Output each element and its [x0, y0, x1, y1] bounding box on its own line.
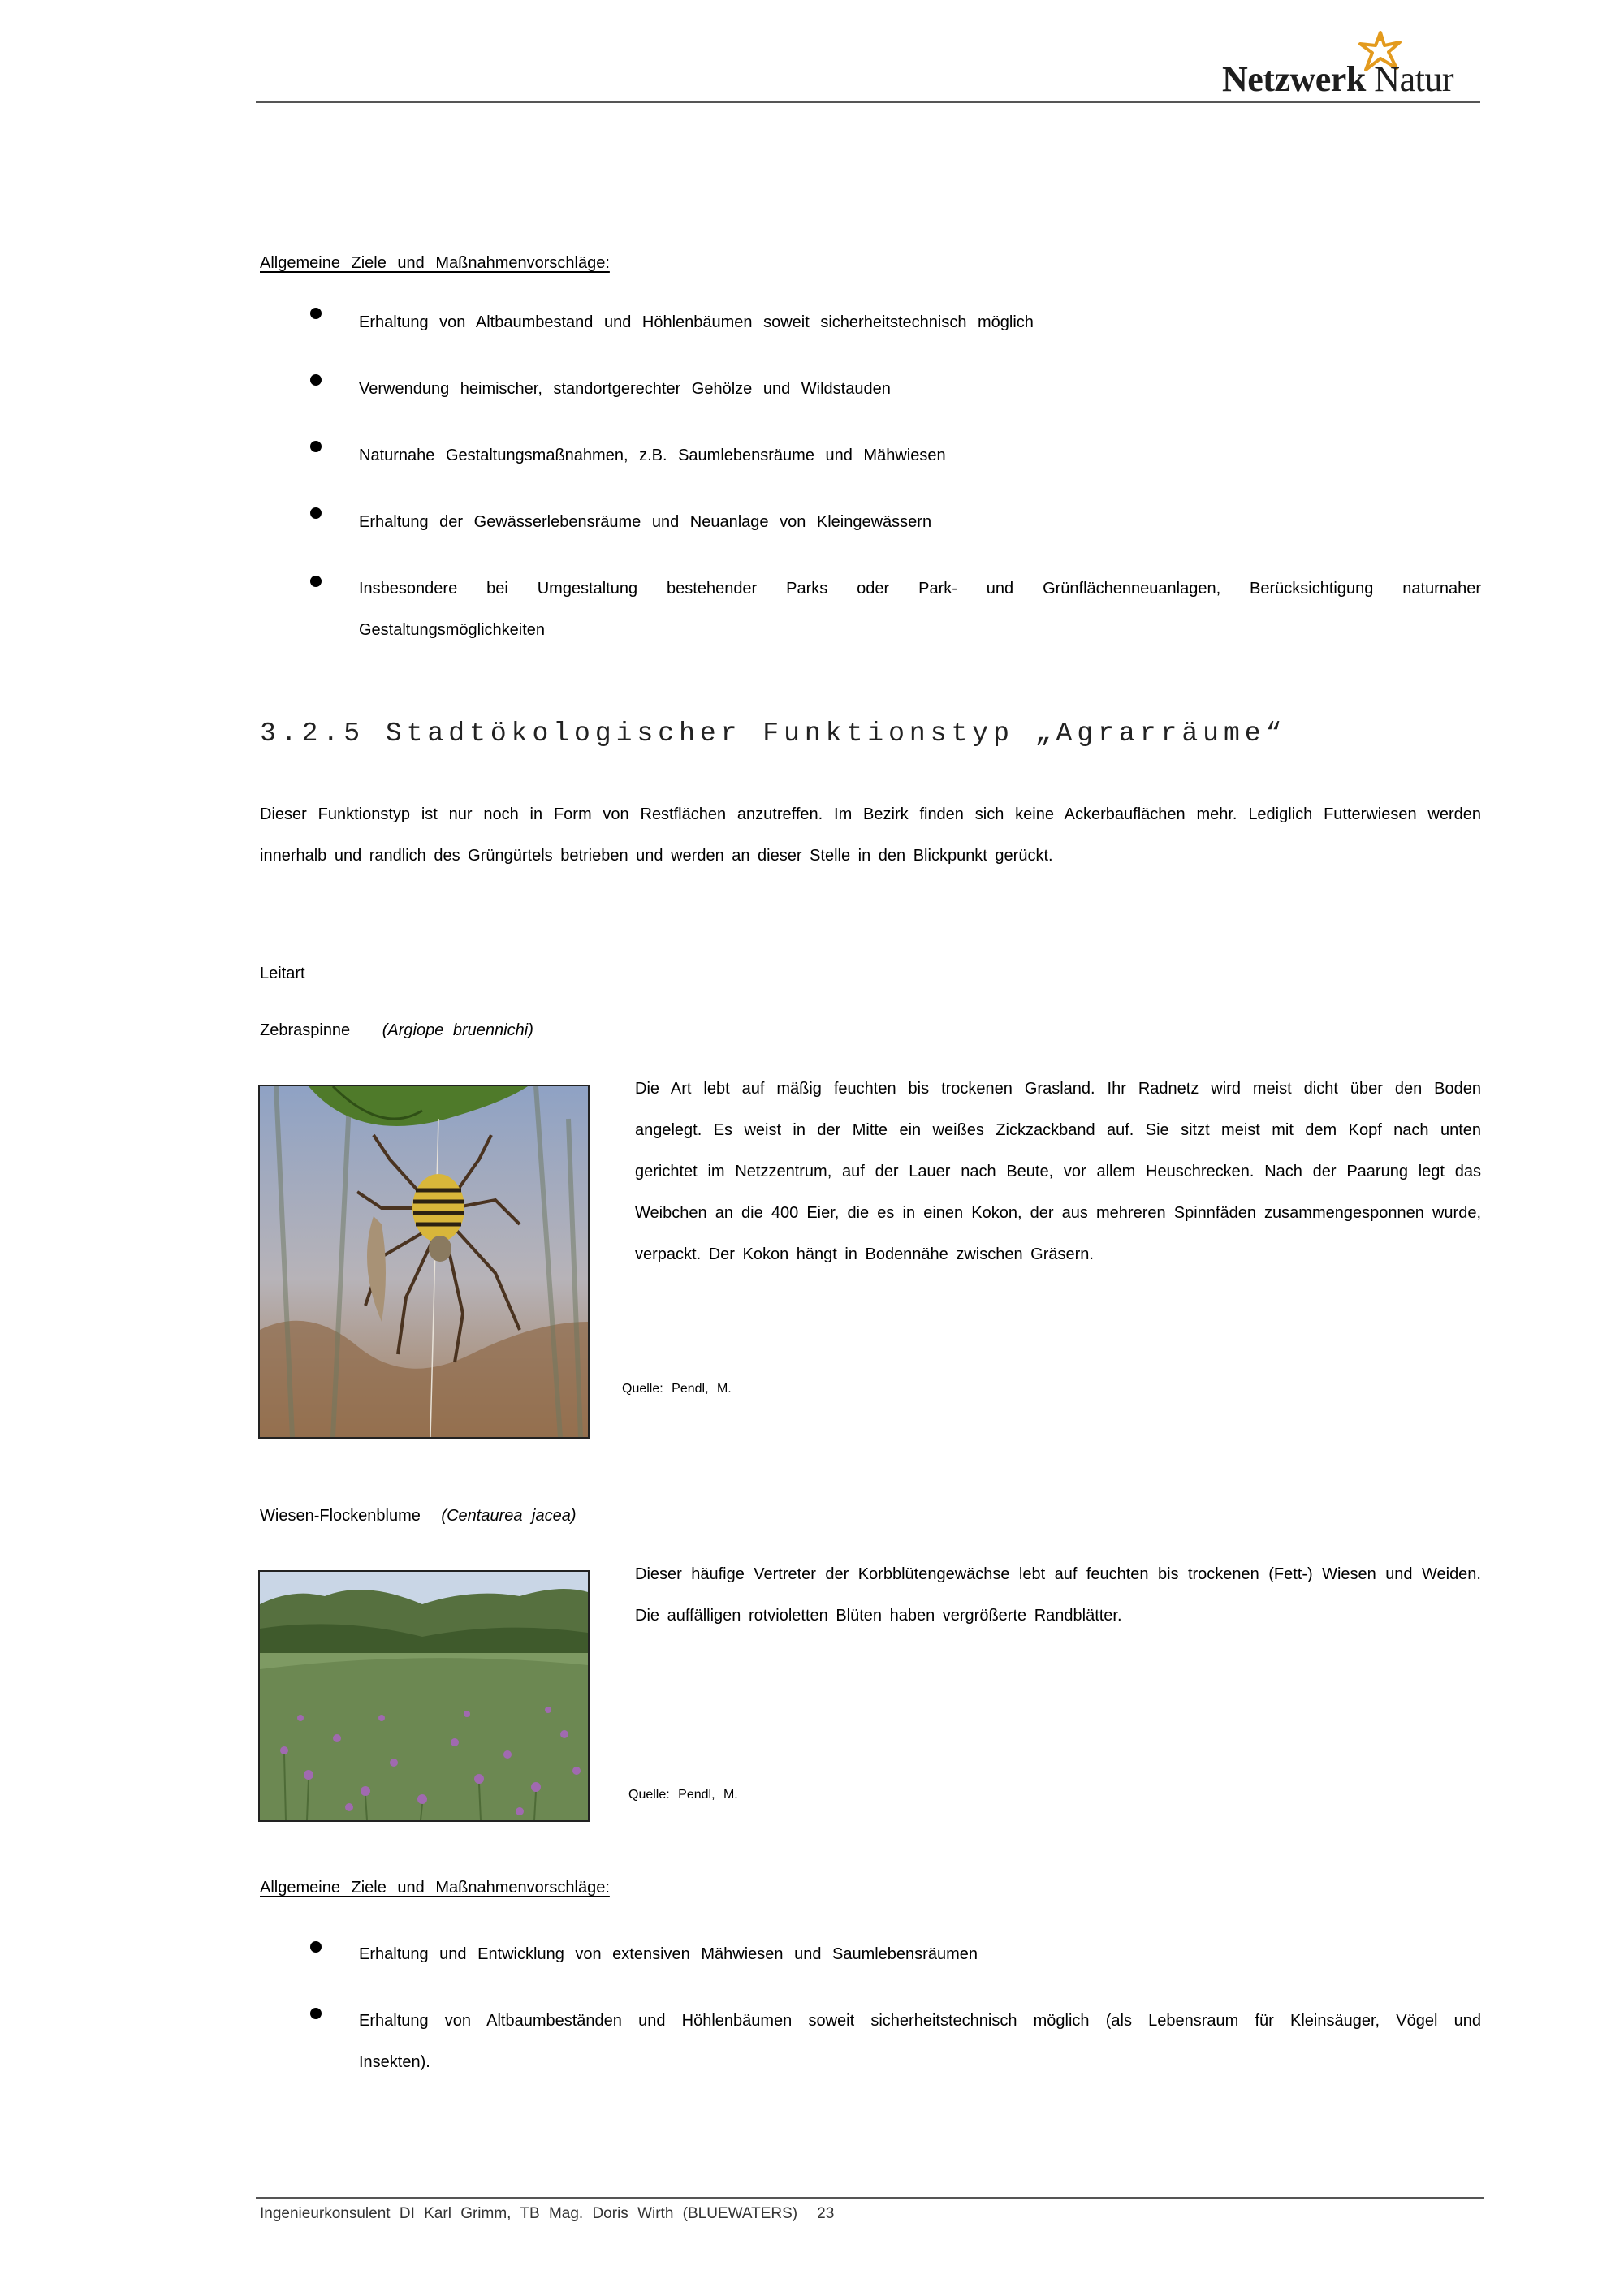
bullet-icon: [310, 576, 322, 587]
bullet-icon: [310, 441, 322, 452]
leitart-label: Leitart: [260, 965, 305, 982]
footer-rule: [256, 2197, 1484, 2199]
bullet-item: Insbesondere bei Umgestaltung bestehender Parks oder Park- und Grünflächenneuanlagen, Berücksichtigung naturnaher Gestaltungsmöglichkeiten: [359, 580, 1481, 639]
page-number: 23: [817, 2205, 835, 2222]
bullet-icon: [310, 507, 322, 519]
species-title: [260, 1507, 577, 1526]
spider-photo: [258, 1085, 590, 1439]
section-label-bottom: Allgemeine Ziele und Maßnahmenvorschläge:: [260, 1879, 610, 1897]
footer: [260, 2205, 834, 2223]
species-title: [260, 1021, 533, 1040]
bullet-item: Erhaltung von Altbaumbeständen und Höhlenbäumen soweit sicherheitstechnisch möglich (als Lebensraum für Kleinsäuger, Vögel und Insekten).: [359, 2012, 1481, 2071]
section-label-top: Allgemeine Ziele und Maßnahmenvorschläge:: [260, 254, 610, 272]
bullet-item: Erhaltung von Altbaumbestand und Höhlenbäumen soweit sicherheitstechnisch möglich: [359, 313, 1034, 331]
bullet-icon: [310, 308, 322, 319]
meadow-photo: [258, 1570, 590, 1822]
species-latin: (Centaurea jacea): [441, 1507, 577, 1525]
section-heading: 3.2.5 Stadtökologischer Funktionstyp „Agrarräume“: [260, 719, 1287, 749]
header-rule: [256, 101, 1480, 103]
bullet-item: Erhaltung der Gewässerlebensräume und Neuanlage von Kleingewässern: [359, 513, 932, 531]
species-name: Wiesen-Flockenblume: [260, 1507, 421, 1525]
species-description: Die Art lebt auf mäßig feuchten bis trockenen Grasland. Ihr Radnetz wird meist dicht über den Boden angelegt. Es weist in der Mitte ein weißes Zickzackband auf. Sie sitzt meist mit dem Kopf nach unten gerichtet im Netzzentrum, auf der Lauer nach Beute, vor allem Heuschrecken. Nach der Paarung legt das Weibchen an die 400 Eier, die es in einen Kokon, der aus mehreren Spinnfäden zusammengesponnen wurde, verpackt. Der Kokon hängt in Bodennähe zwischen Gräsern.: [635, 1080, 1481, 1263]
image-source: Quelle: Pendl, M.: [628, 1788, 738, 1802]
bullet-item: Verwendung heimischer, standortgerechter Gehölze und Wildstauden: [359, 380, 891, 398]
logo-bold: Netzwerk: [1222, 59, 1366, 99]
species-latin: (Argiope bruennichi): [382, 1021, 533, 1039]
image-source: Quelle: Pendl, M.: [622, 1382, 732, 1396]
bullet-item: Naturnahe Gestaltungsmaßnahmen, z.B. Saumlebensräume und Mähwiesen: [359, 447, 946, 464]
logo-regular: Natur: [1374, 59, 1453, 99]
intro-paragraph: Dieser Funktionstyp ist nur noch in Form von Restflächen anzutreffen. Im Bezirk finden sich keine Ackerbauflächen mehr. Lediglich Futterwiesen werden innerhalb und randlich des Grüngürtels betrieben und werden an dieser Stelle in den Blickpunkt gerückt.: [260, 805, 1481, 865]
bullet-icon: [310, 374, 322, 386]
bullet-icon: [310, 2008, 322, 2019]
species-description: Dieser häufige Vertreter der Korbblütengewächse lebt auf feuchten bis trockenen (Fett-) Wiesen und Weiden. Die auffälligen rotvioletten Blüten haben vergrößerte Randblätter.: [635, 1565, 1481, 1625]
bullet-item: Erhaltung und Entwicklung von extensiven Mähwiesen und Saumlebensräumen: [359, 1945, 978, 1963]
footer-text: Ingenieurkonsulent DI Karl Grimm, TB Mag. Doris Wirth (BLUEWATERS): [260, 2205, 798, 2222]
bullet-icon: [310, 1941, 322, 1953]
logo: [1222, 58, 1453, 100]
species-name: Zebraspinne: [260, 1021, 351, 1039]
